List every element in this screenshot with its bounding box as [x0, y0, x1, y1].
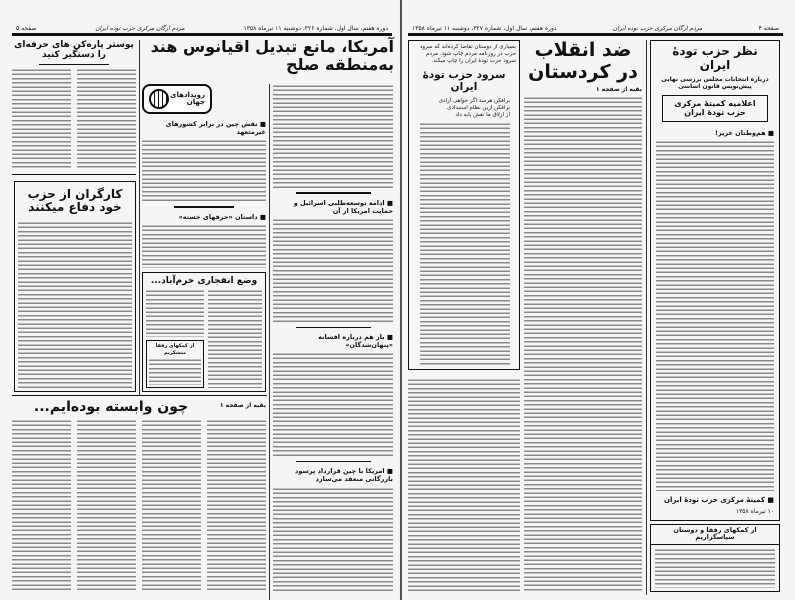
announcement-title: اعلامیه کمیتهٔ مرکزی حزب تودهٔ ایران [674, 99, 756, 118]
divider [174, 206, 234, 208]
thanks-list [655, 548, 775, 588]
workers-box [14, 181, 136, 392]
khorramabad-body [146, 289, 262, 388]
page-number: صفحه ۵ [16, 25, 37, 32]
khorramabad-headline: وضع انفجاری خرم‌آباد... [150, 276, 258, 286]
anthem-verses [420, 122, 510, 366]
world-events-logo [142, 84, 212, 114]
left-page-header [12, 24, 392, 36]
dependent-header [12, 399, 266, 415]
body-text [273, 487, 393, 592]
workers-body-text [18, 221, 132, 388]
page-number: صفحه ۴ [758, 25, 779, 32]
poster-body-text [12, 68, 71, 168]
greeting: ■ هم‌وطنان عزیز! [656, 129, 774, 137]
body-text [146, 289, 204, 337]
continued-note: بقیه از صفحه ۱ [219, 402, 266, 409]
divider [296, 327, 371, 329]
anthem-verse [416, 98, 510, 119]
main-headline: آمریکا، مانع تبدیل اقیانوس هند به‌منطقه صلح [150, 37, 394, 75]
globe-icon [149, 89, 169, 109]
statement-date: ۱۰ تیرماه ۱۳۵۸ [735, 508, 774, 516]
dependent-article [12, 399, 266, 592]
body-text [408, 378, 520, 592]
poster-headline: پوستر پاره‌کن های حرفه‌ای را دستگیر کنید [14, 40, 134, 61]
poster-body-text [77, 68, 136, 168]
divider [12, 395, 267, 396]
column-divider [269, 84, 270, 600]
masthead: مردم ارگان مرکزی حزب توده ایران [95, 25, 185, 32]
middle-column [142, 84, 266, 392]
right-page-header [408, 24, 783, 36]
body-text [208, 289, 262, 388]
world-events-label: رویدادهای جهان [170, 91, 205, 106]
poster-body [12, 68, 136, 168]
divider [39, 64, 109, 65]
khorramabad-left [146, 289, 204, 388]
body-text [273, 352, 393, 457]
right-column [273, 84, 393, 592]
announcement-box [662, 95, 768, 121]
issue-info: دوره هفتم، سال اول، شماره ۳۲۶، دوشنبه ۱۱ تیرماه ۱۳۵۸ [243, 25, 388, 32]
statement-body [656, 140, 774, 492]
dependent-headline: چون وابسته بوده‌ایم... [33, 399, 189, 415]
subhead-story: ■ داستان «حرفهای خسته» [142, 213, 266, 221]
body-text [207, 419, 266, 592]
column-divider [646, 40, 647, 595]
subhead-hidden: ■ باز هم درباره افسانه «پنهان‌شدگان» [273, 333, 393, 349]
body-text [273, 84, 393, 189]
kurdistan-body [524, 96, 642, 592]
party-view-headline: نظر حزب تودهٔ ایران [672, 44, 758, 72]
thanks-box [650, 524, 780, 592]
anthem-intro: بسیاری از دوستان تقاضا کرده‌اند که سرود حزب در روزنامه مردم چاپ شود. مردم سرود حزب تودهٔ ایران را چاپ میکند. [419, 44, 516, 65]
anthem-box [408, 40, 520, 370]
issue-info: دوره هفتم، سال اول، شماره ۳۲۷، دوشنبه ۱۱ تیرماه ۱۳۵۸ [412, 25, 557, 32]
donations-box [146, 340, 204, 388]
continued-note: بقیه از صفحه ۱ [595, 85, 642, 93]
body-text [12, 419, 71, 592]
body-text [142, 139, 266, 203]
party-view-column [650, 40, 780, 592]
khorramabad-box [142, 272, 266, 392]
column-divider [139, 40, 140, 395]
body-text [77, 419, 136, 592]
thanks-title: از کمکهای رفقا و دوستان سپاسگزاریم [651, 525, 779, 545]
signature: ■ کمیتهٔ مرکزی حزب تودهٔ ایران [656, 496, 774, 505]
workers-headline: کارگران از حزب خود دفاع میکنند [27, 186, 123, 215]
donations-title: از کمکهای رفقا متشکریم [155, 343, 195, 356]
kurdistan-headline-1: ضد انقلاب [534, 39, 632, 61]
subhead-israel: ■ ادامه توسعه‌طلبی اسرائیل و حمایت امریکا از آن [273, 199, 393, 215]
right-page [400, 0, 795, 600]
kurdistan-headline-2: در کردستان [528, 60, 638, 83]
subhead-china-trade: ■ امریکا با چین قرارداد پرسود بازرگانی منعقد می‌سازد [273, 467, 393, 483]
poster-column [12, 40, 136, 392]
subhead-china: ■ نقش چین در برابر کشورهای غیرمتعهد [142, 120, 266, 136]
party-view-box [650, 40, 780, 521]
body-text [273, 218, 393, 323]
anthem-headline: سرود حزب تودهٔ ایران [422, 69, 506, 94]
divider [296, 192, 371, 194]
masthead: مردم ارگان مرکزی حزب توده ایران [612, 25, 703, 32]
verse-line: از ازلاق ما نقش پایه داد [455, 111, 510, 118]
party-view-subtitle: درباره انتخابات مجلس بررسی نهایی پیش‌نویس قانون اساسی [661, 75, 769, 91]
donations-list [149, 358, 201, 385]
divider [296, 461, 371, 463]
body-text [142, 224, 266, 268]
verse-line: برافکن ازین نظام استبدادی [447, 104, 510, 111]
verse-line: برافکن هرسد اگر خواهی آزادی [438, 97, 510, 104]
kurdistan-column [524, 40, 642, 592]
divider [12, 174, 136, 175]
body-text [142, 419, 201, 592]
anthem-column [408, 40, 520, 592]
dependent-body [12, 419, 266, 592]
